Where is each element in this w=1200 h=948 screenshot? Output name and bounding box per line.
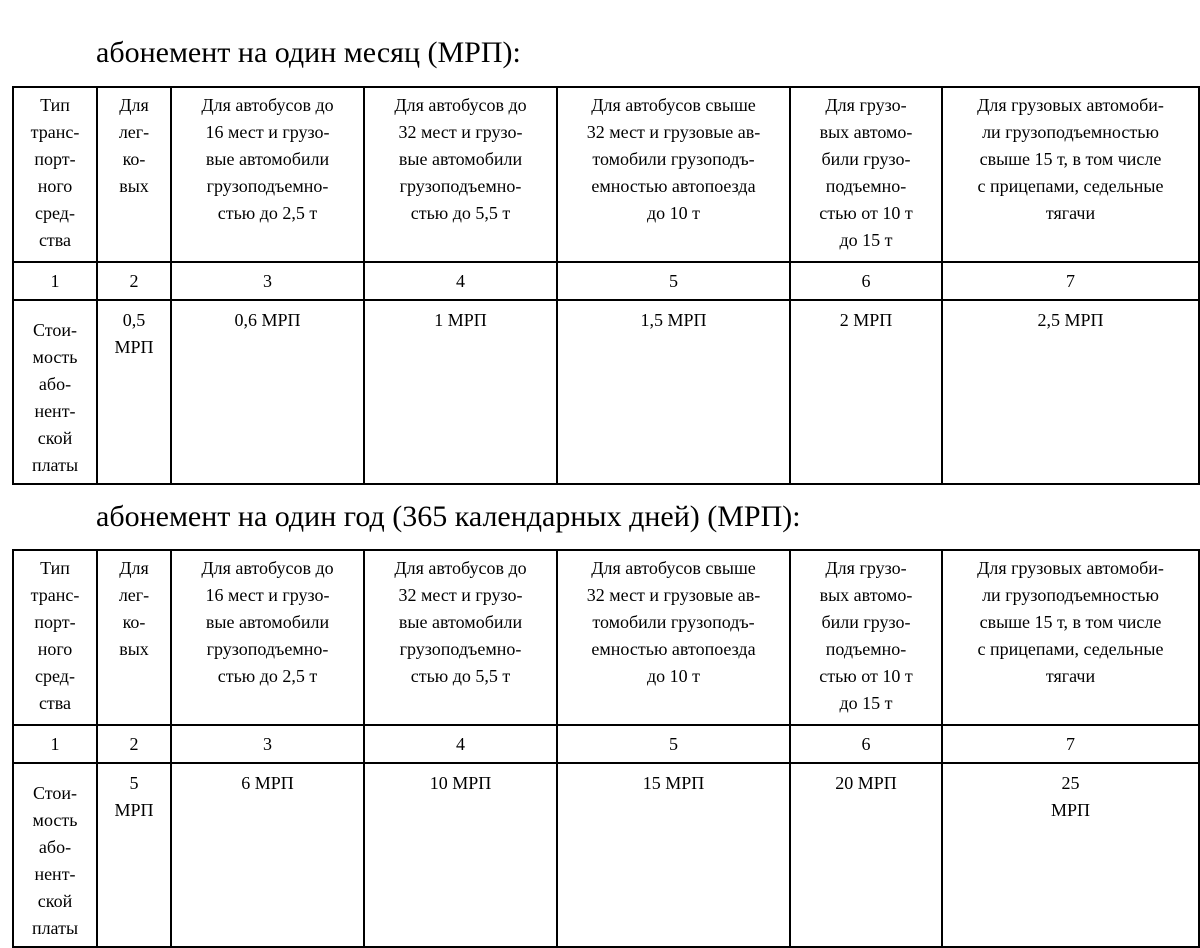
header-cell-bus-16: Для автобусов до 16 мест и грузо- вые автомобили грузоподъемно- стью до 2,5 т (171, 550, 364, 725)
column-number: 1 (13, 725, 97, 763)
cost-row (13, 300, 1199, 484)
column-number-row (13, 262, 1199, 300)
header-cell-cars: Для лег- ко- вых (97, 550, 171, 725)
cost-value-truck-over-15: 2,5 МРП (942, 300, 1199, 484)
cost-row (13, 763, 1199, 947)
cost-value-cars: 5 МРП (97, 763, 171, 947)
column-number: 2 (97, 725, 171, 763)
column-number: 6 (790, 725, 942, 763)
cost-value-truck-10-15: 2 МРП (790, 300, 942, 484)
header-cell-bus-over-32: Для автобусов свыше 32 мест и грузовые ав- томобили грузоподъ- емностью автопоезда до 10 т (557, 550, 790, 725)
header-cell-truck-10-15: Для грузо- вых автомо- били грузо- подъемно- стью от 10 т до 15 т (790, 550, 942, 725)
section-heading-year: абонемент на один год (365 календарных дней) (МРП): (96, 500, 801, 533)
cost-value-truck-10-15: 20 МРП (790, 763, 942, 947)
column-number: 6 (790, 262, 942, 300)
column-number: 4 (364, 725, 557, 763)
cost-value-bus-16: 6 МРП (171, 763, 364, 947)
header-cell-truck-over-15: Для грузовых автомоби- ли грузоподъемностью свыше 15 т, в том числе с прицепами, седельные тягачи (942, 87, 1199, 262)
column-number: 5 (557, 262, 790, 300)
column-number: 5 (557, 725, 790, 763)
cost-value-bus-32: 1 МРП (364, 300, 557, 484)
cost-value-bus-over-32: 15 МРП (557, 763, 790, 947)
section-heading-month: абонемент на один месяц (МРП): (96, 36, 521, 69)
cost-value-cars: 0,5 МРП (97, 300, 171, 484)
cost-row-label: Стои- мость або- нент- ской платы (13, 300, 97, 484)
column-number: 2 (97, 262, 171, 300)
header-cell-truck-10-15: Для грузо- вых автомо- били грузо- подъемно- стью от 10 т до 15 т (790, 87, 942, 262)
tariff-table-year (12, 549, 1200, 948)
column-number: 7 (942, 725, 1199, 763)
cost-value-bus-32: 10 МРП (364, 763, 557, 947)
header-cell-bus-32: Для автобусов до 32 мест и грузо- вые автомобили грузоподъемно- стью до 5,5 т (364, 87, 557, 262)
header-cell-cars: Для лег- ко- вых (97, 87, 171, 262)
header-cell-bus-over-32: Для автобусов свыше 32 мест и грузовые ав- томобили грузоподъ- емностью автопоезда до 10 т (557, 87, 790, 262)
header-cell-transport-type: Тип транс- порт- ного сред- ства (13, 87, 97, 262)
tariff-table-month (12, 86, 1200, 485)
column-number: 1 (13, 262, 97, 300)
column-number: 7 (942, 262, 1199, 300)
header-cell-transport-type: Тип транс- порт- ного сред- ства (13, 550, 97, 725)
header-cell-bus-16: Для автобусов до 16 мест и грузо- вые автомобили грузоподъемно- стью до 2,5 т (171, 87, 364, 262)
header-cell-bus-32: Для автобусов до 32 мест и грузо- вые автомобили грузоподъемно- стью до 5,5 т (364, 550, 557, 725)
table-header-row (13, 87, 1199, 262)
column-number: 3 (171, 262, 364, 300)
cost-value-bus-16: 0,6 МРП (171, 300, 364, 484)
cost-value-truck-over-15: 25 МРП (942, 763, 1199, 947)
table-header-row (13, 550, 1199, 725)
column-number: 3 (171, 725, 364, 763)
cost-row-label: Стои- мость або- нент- ской платы (13, 763, 97, 947)
cost-value-bus-over-32: 1,5 МРП (557, 300, 790, 484)
column-number: 4 (364, 262, 557, 300)
column-number-row (13, 725, 1199, 763)
header-cell-truck-over-15: Для грузовых автомоби- ли грузоподъемностью свыше 15 т, в том числе с прицепами, седельные тягачи (942, 550, 1199, 725)
